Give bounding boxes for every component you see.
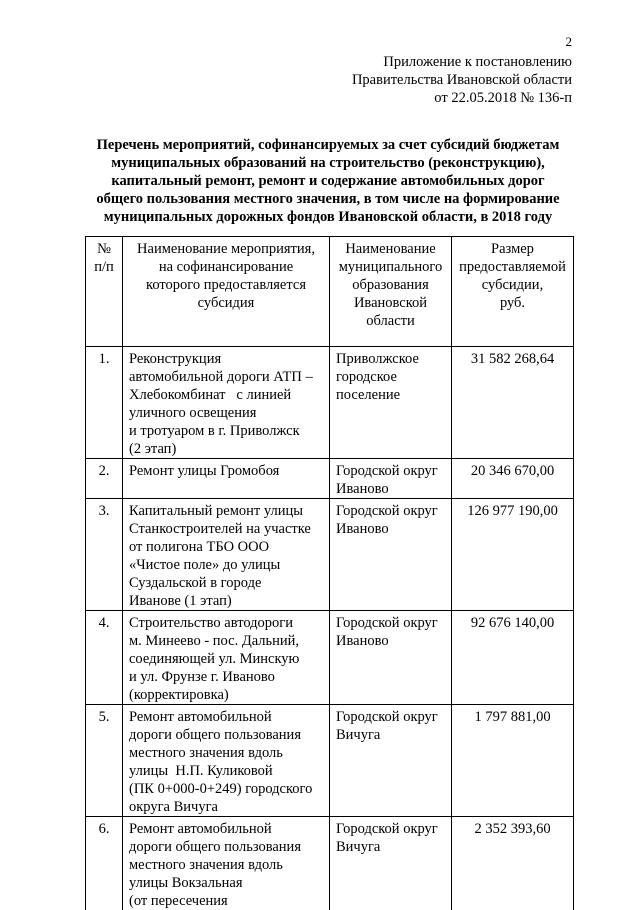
event-line: Ремонт улицы Громобоя bbox=[129, 462, 323, 480]
header-line: образования bbox=[336, 276, 445, 294]
event-line: местного значения вдоль bbox=[129, 744, 323, 762]
header-line: которого предоставляется bbox=[129, 276, 323, 294]
event-line: округа Вичуга bbox=[129, 798, 323, 816]
header-line: субсидия bbox=[129, 294, 323, 312]
row-municipality bbox=[330, 611, 452, 705]
title-line: муниципальных образований на строительство (реконструкцию), bbox=[80, 154, 576, 172]
row-municipality bbox=[330, 459, 452, 499]
row-municipality bbox=[330, 347, 452, 459]
event-line: и тротуаром в г. Приволжск bbox=[129, 422, 323, 440]
row-event bbox=[123, 459, 330, 499]
municipality-line: Иваново bbox=[336, 632, 445, 650]
row-num: 6. bbox=[86, 817, 123, 910]
table-row bbox=[86, 611, 574, 705]
event-line: Иванове (1 этап) bbox=[129, 592, 323, 610]
event-line: Строительство автодороги bbox=[129, 614, 323, 632]
municipality-line: Вичуга bbox=[336, 838, 445, 856]
municipality-line: Иваново bbox=[336, 520, 445, 538]
header-line: Размер bbox=[458, 240, 567, 258]
event-line: Ремонт автомобильной bbox=[129, 708, 323, 726]
title-line: капитальный ремонт, ремонт и содержание автомобильных дорог bbox=[80, 172, 576, 190]
municipality-line: городское bbox=[336, 368, 445, 386]
row-amount: 1 797 881,00 bbox=[452, 705, 574, 817]
table-row bbox=[86, 817, 574, 910]
measures-table bbox=[85, 236, 574, 910]
header-line: Наименование мероприятия, bbox=[129, 240, 323, 258]
event-line: от полигона ТБО ООО bbox=[129, 538, 323, 556]
row-num: 5. bbox=[86, 705, 123, 817]
header-line: п/п bbox=[92, 258, 116, 276]
municipality-line: Приволжское bbox=[336, 350, 445, 368]
municipality-line: Иваново bbox=[336, 480, 445, 498]
row-num: 2. bbox=[86, 459, 123, 499]
header-line: предоставляемой bbox=[458, 258, 567, 276]
row-amount: 92 676 140,00 bbox=[452, 611, 574, 705]
table-row bbox=[86, 499, 574, 611]
event-line: Капитальный ремонт улицы bbox=[129, 502, 323, 520]
appendix-line: Правительства Ивановской области bbox=[352, 71, 572, 89]
event-line: (корректировка) bbox=[129, 686, 323, 704]
header-line: Наименование bbox=[336, 240, 445, 258]
event-line: улицы Вокзальная bbox=[129, 874, 323, 892]
header-line: на софинансирование bbox=[129, 258, 323, 276]
event-line: (ПК 0+000-0+249) городского bbox=[129, 780, 323, 798]
event-line: Суздальской в городе bbox=[129, 574, 323, 592]
event-line: (2 этап) bbox=[129, 440, 323, 458]
row-amount: 126 977 190,00 bbox=[452, 499, 574, 611]
page-number: 2 bbox=[566, 34, 573, 50]
header-num bbox=[86, 237, 123, 347]
event-line: м. Минеево - пос. Дальний, bbox=[129, 632, 323, 650]
event-line: улицы Н.П. Куликовой bbox=[129, 762, 323, 780]
event-line: (от пересечения bbox=[129, 892, 323, 910]
header-line: руб. bbox=[458, 294, 567, 312]
table-header-row bbox=[86, 237, 574, 347]
event-line: автомобильной дороги АТП – bbox=[129, 368, 323, 386]
title-line: муниципальных дорожных фондов Ивановской области, в 2018 году bbox=[80, 208, 576, 226]
row-num: 4. bbox=[86, 611, 123, 705]
title-line: общего пользования местного значения, в том числе на формирование bbox=[80, 190, 576, 208]
row-num: 3. bbox=[86, 499, 123, 611]
appendix-line: Приложение к постановлению bbox=[352, 53, 572, 71]
event-line: «Чистое поле» до улицы bbox=[129, 556, 323, 574]
row-municipality bbox=[330, 499, 452, 611]
header-line: № bbox=[92, 240, 116, 258]
municipality-line: Городской округ bbox=[336, 820, 445, 838]
event-line: местного значения вдоль bbox=[129, 856, 323, 874]
event-line: уличного освещения bbox=[129, 404, 323, 422]
table-row bbox=[86, 705, 574, 817]
header-line: Ивановской bbox=[336, 294, 445, 312]
event-line: Реконструкция bbox=[129, 350, 323, 368]
municipality-line: Вичуга bbox=[336, 726, 445, 744]
document-title bbox=[80, 136, 576, 226]
municipality-line: поселение bbox=[336, 386, 445, 404]
row-amount: 20 346 670,00 bbox=[452, 459, 574, 499]
municipality-line: Городской округ bbox=[336, 708, 445, 726]
header-line: муниципального bbox=[336, 258, 445, 276]
row-municipality bbox=[330, 817, 452, 910]
row-amount: 2 352 393,60 bbox=[452, 817, 574, 910]
event-line: дороги общего пользования bbox=[129, 838, 323, 856]
row-municipality bbox=[330, 705, 452, 817]
row-event bbox=[123, 705, 330, 817]
appendix-header bbox=[352, 53, 572, 107]
header-municipality bbox=[330, 237, 452, 347]
table-row bbox=[86, 459, 574, 499]
title-line: Перечень мероприятий, софинансируемых за счет субсидий бюджетам bbox=[80, 136, 576, 154]
header-event bbox=[123, 237, 330, 347]
row-event bbox=[123, 499, 330, 611]
event-line: и ул. Фрунзе г. Иваново bbox=[129, 668, 323, 686]
event-line: соединяющей ул. Минскую bbox=[129, 650, 323, 668]
event-line: дороги общего пользования bbox=[129, 726, 323, 744]
municipality-line: Городской округ bbox=[336, 502, 445, 520]
event-line: Хлебокомбинат с линией bbox=[129, 386, 323, 404]
header-amount bbox=[452, 237, 574, 347]
event-line: Ремонт автомобильной bbox=[129, 820, 323, 838]
table-row bbox=[86, 347, 574, 459]
header-line: области bbox=[336, 312, 445, 330]
row-event bbox=[123, 347, 330, 459]
municipality-line: Городской округ bbox=[336, 614, 445, 632]
row-event bbox=[123, 817, 330, 910]
header-line: субсидии, bbox=[458, 276, 567, 294]
row-event bbox=[123, 611, 330, 705]
municipality-line: Городской округ bbox=[336, 462, 445, 480]
row-amount: 31 582 268,64 bbox=[452, 347, 574, 459]
event-line: Станкостроителей на участке bbox=[129, 520, 323, 538]
row-num: 1. bbox=[86, 347, 123, 459]
appendix-line: от 22.05.2018 № 136-п bbox=[352, 89, 572, 107]
